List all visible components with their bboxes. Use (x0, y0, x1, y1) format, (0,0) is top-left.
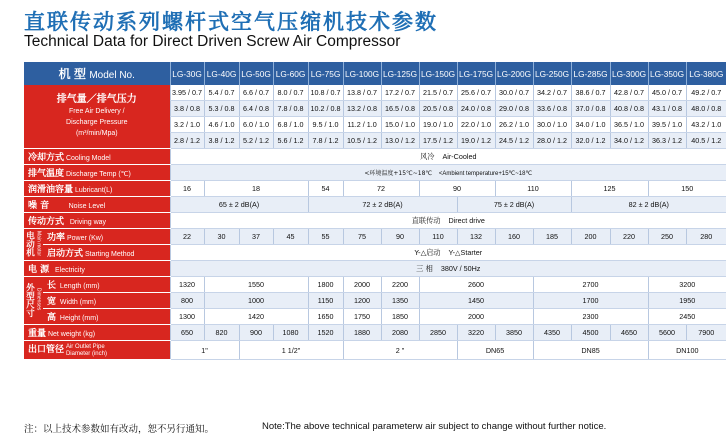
outlet-row (24, 341, 726, 360)
noise-cell: 75 ± 2 dB(A) (457, 197, 571, 213)
length-label: 长 Length (mm) (43, 277, 170, 293)
page-title-cn: 直联传动系列螺杆式空气压缩机技术参数 (24, 10, 438, 34)
lubricant-cell: 18 (204, 181, 308, 197)
weight-cell: 2850 (419, 325, 457, 341)
power-cell: 75 (343, 229, 381, 245)
delivery-cell: 3.8 / 1.2 (204, 133, 239, 149)
delivery-cell: 28.0 / 1.2 (533, 133, 571, 149)
delivery-cell: 6.4 / 0.8 (239, 101, 273, 117)
power-cell: 220 (610, 229, 648, 245)
model-cell: LG-125G (381, 62, 419, 85)
width-cell: 1700 (533, 293, 648, 309)
lubricant-label: 润滑油容量 Lubricant(L) (24, 181, 170, 197)
lubricant-cell: 150 (648, 181, 726, 197)
weight-cell: 1080 (273, 325, 308, 341)
model-cell: LG-250G (533, 62, 571, 85)
model-label: 机 型 Model No. (24, 62, 170, 85)
weight-cell: 650 (170, 325, 204, 341)
delivery-cell: 10.5 / 1.2 (343, 133, 381, 149)
power-cell: 110 (419, 229, 457, 245)
delivery-cell: 37.0 / 0.8 (571, 101, 610, 117)
delivery-cell: 4.6 / 1.0 (204, 117, 239, 133)
delivery-cell: 20.5 / 0.8 (419, 101, 457, 117)
length-cell: 2000 (343, 277, 381, 293)
cooling-label: 冷却方式 Cooling Model (24, 149, 170, 165)
power-cell: 55 (308, 229, 343, 245)
model-cell: LG-380G (686, 62, 726, 85)
delivery-cell: 24.0 / 0.8 (457, 101, 495, 117)
weight-label: 重量 Net weight (kg) (24, 325, 170, 341)
motor-power-label: 功率 Power (Kw) (43, 229, 170, 245)
outlet-cell: DN85 (533, 341, 648, 360)
height-cell: 1420 (204, 309, 308, 325)
weight-cell: 1880 (343, 325, 381, 341)
model-cell: LG-100G (343, 62, 381, 85)
page-title-en: Technical Data for Direct Driven Screw Air Compressor (24, 33, 401, 50)
delivery-cell: 21.5 / 0.7 (419, 85, 457, 101)
width-label: 宽 Width (mm) (43, 293, 170, 309)
cooling-value: 风冷 Air-Cooled (170, 149, 726, 165)
delivery-cell: 40.8 / 0.8 (610, 101, 648, 117)
width-cell: 1350 (381, 293, 419, 309)
model-cell: LG-40G (204, 62, 239, 85)
power-cell: 200 (571, 229, 610, 245)
width-cell: 1150 (308, 293, 343, 309)
length-cell: 1800 (308, 277, 343, 293)
spec-table (24, 62, 724, 360)
power-cell: 90 (381, 229, 419, 245)
delivery-cell: 49.2 / 0.7 (686, 85, 726, 101)
delivery-cell: 29.0 / 0.8 (495, 101, 533, 117)
drive-value: 直联传动 Direct drive (170, 213, 726, 229)
weight-cell: 1520 (308, 325, 343, 341)
delivery-cell: 34.0 / 1.2 (610, 133, 648, 149)
width-cell: 1000 (204, 293, 308, 309)
delivery-cell: 43.1 / 0.8 (648, 101, 686, 117)
noise-cell: 72 ± 2 dB(A) (308, 197, 457, 213)
noise-row (24, 197, 726, 213)
height-cell: 2000 (419, 309, 533, 325)
delivery-cell: 24.5 / 1.2 (495, 133, 533, 149)
delivery-cell: 22.0 / 1.0 (457, 117, 495, 133)
model-cell: LG-75G (308, 62, 343, 85)
delivery-cell: 6.0 / 1.0 (239, 117, 273, 133)
power-cell: 30 (204, 229, 239, 245)
model-cell: LG-300G (610, 62, 648, 85)
delivery-cell: 30.0 / 0.7 (495, 85, 533, 101)
height-cell: 1850 (381, 309, 419, 325)
outlet-cell: DN65 (457, 341, 533, 360)
note-en: Note:The above technical parameterw air subject to change without further notice. (262, 421, 607, 432)
model-cell: LG-150G (419, 62, 457, 85)
delivery-cell: 5.2 / 1.2 (239, 133, 273, 149)
delivery-cell: 7.8 / 0.8 (273, 101, 308, 117)
delivery-cell: 43.2 / 1.0 (686, 117, 726, 133)
delivery-cell: 26.2 / 1.0 (495, 117, 533, 133)
width-cell: 1450 (419, 293, 533, 309)
power-cell: 132 (457, 229, 495, 245)
lubricant-cell: 110 (495, 181, 571, 197)
power-cell: 280 (686, 229, 726, 245)
delivery-cell: 10.2 / 0.8 (308, 101, 343, 117)
lubricant-cell: 90 (419, 181, 495, 197)
delivery-cell: 48.0 / 0.8 (686, 101, 726, 117)
delivery-cell: 38.6 / 0.7 (571, 85, 610, 101)
delivery-cell: 34.2 / 0.7 (533, 85, 571, 101)
outlet-cell: 1 1/2" (239, 341, 343, 360)
motor-power-row (24, 229, 726, 245)
delivery-cell: 6.6 / 0.7 (239, 85, 273, 101)
delivery-cell: 45.0 / 0.7 (648, 85, 686, 101)
delivery-cell: 10.8 / 0.7 (308, 85, 343, 101)
temp-label: 排气温度 Discharge Temp (℃) (24, 165, 170, 181)
noise-cell: 82 ± 2 dB(A) (571, 197, 726, 213)
model-cell: LG-285G (571, 62, 610, 85)
delivery-cell: 3.2 / 1.0 (170, 117, 204, 133)
power-cell: 45 (273, 229, 308, 245)
outlet-label: 出口管径 Air Outlet Pipe Diameter (inch) (24, 341, 170, 360)
delivery-cell: 36.3 / 1.2 (648, 133, 686, 149)
cooling-row (24, 149, 726, 165)
weight-cell: 5600 (648, 325, 686, 341)
weight-cell: 3220 (457, 325, 495, 341)
noise-cell: 65 ± 2 dB(A) (170, 197, 308, 213)
height-row (24, 309, 726, 325)
height-cell: 1750 (343, 309, 381, 325)
lubricant-cell: 125 (571, 181, 648, 197)
model-cell: LG-50G (239, 62, 273, 85)
delivery-label: 排气量／排气压力 Free Air Delivery / Discharge Pressure (m³/min/Mpa) (24, 85, 170, 149)
outlet-cell: DN100 (648, 341, 726, 360)
delivery-cell: 5.6 / 1.2 (273, 133, 308, 149)
weight-cell: 7900 (686, 325, 726, 341)
power-cell: 37 (239, 229, 273, 245)
height-cell: 2300 (533, 309, 648, 325)
delivery-cell: 32.0 / 1.2 (571, 133, 610, 149)
outlet-cell: 2 " (343, 341, 457, 360)
delivery-cell: 19.0 / 1.0 (419, 117, 457, 133)
delivery-cell: 8.0 / 0.7 (273, 85, 308, 101)
weight-cell: 4650 (610, 325, 648, 341)
delivery-cell: 17.2 / 0.7 (381, 85, 419, 101)
weight-cell: 2080 (381, 325, 419, 341)
height-label: 高 Height (mm) (43, 309, 170, 325)
lubricant-cell: 54 (308, 181, 343, 197)
delivery-cell: 7.8 / 1.2 (308, 133, 343, 149)
electricity-label: 电 源 Electricity (24, 261, 170, 277)
delivery-cell: 5.4 / 0.7 (204, 85, 239, 101)
width-cell: 1950 (648, 293, 726, 309)
electricity-row (24, 261, 726, 277)
delivery-cell: 6.8 / 1.0 (273, 117, 308, 133)
delivery-cell: 34.0 / 1.0 (571, 117, 610, 133)
outlet-cell: 1" (170, 341, 239, 360)
model-cell: LG-350G (648, 62, 686, 85)
note-cn: 注：以上技术参数如有改动，恕不另行通知。 (24, 424, 215, 435)
delivery-cell: 3.8 / 0.8 (170, 101, 204, 117)
height-cell: 2450 (648, 309, 726, 325)
length-cell: 2600 (419, 277, 533, 293)
delivery-cell: 39.5 / 1.0 (648, 117, 686, 133)
height-cell: 1300 (170, 309, 204, 325)
delivery-cell: 19.0 / 1.2 (457, 133, 495, 149)
delivery-cell: 13.2 / 0.8 (343, 101, 381, 117)
start-value: Y-△启动 Y-△Starter (170, 245, 726, 261)
width-row (24, 293, 726, 309)
length-cell: 3200 (648, 277, 726, 293)
delivery-cell: 5.3 / 0.8 (204, 101, 239, 117)
temp-row (24, 165, 726, 181)
model-cell: LG-200G (495, 62, 533, 85)
noise-label: 噪 音 Noise Level (24, 197, 170, 213)
header-row (24, 62, 726, 85)
delivery-cell: 30.0 / 1.0 (533, 117, 571, 133)
length-cell: 2700 (533, 277, 648, 293)
power-cell: 250 (648, 229, 686, 245)
lubricant-cell: 16 (170, 181, 204, 197)
model-cell: LG-175G (457, 62, 495, 85)
delivery-cell: 33.6 / 0.8 (533, 101, 571, 117)
motor-group-label: 电动机 Main motor (24, 229, 43, 261)
length-cell: 1550 (204, 277, 308, 293)
model-cell: LG-60G (273, 62, 308, 85)
power-cell: 160 (495, 229, 533, 245)
delivery-cell: 3.95 / 0.7 (170, 85, 204, 101)
lubricant-cell: 72 (343, 181, 419, 197)
width-cell: 800 (170, 293, 204, 309)
delivery-cell: 2.8 / 1.2 (170, 133, 204, 149)
delivery-cell: 36.5 / 1.0 (610, 117, 648, 133)
power-cell: 22 (170, 229, 204, 245)
drive-label: 传动方式 Driving way (24, 213, 170, 229)
delivery-cell: 16.5 / 0.8 (381, 101, 419, 117)
weight-cell: 4500 (571, 325, 610, 341)
delivery-cell: 9.5 / 1.0 (308, 117, 343, 133)
width-cell: 1200 (343, 293, 381, 309)
dimensions-group-label: 外型尺寸 Dimenses (24, 277, 43, 325)
delivery-cell: 17.5 / 1.2 (419, 133, 457, 149)
delivery-row (24, 85, 726, 101)
motor-start-label: 启动方式 Starting Method (43, 245, 170, 261)
delivery-cell: 13.8 / 0.7 (343, 85, 381, 101)
length-cell: 2200 (381, 277, 419, 293)
delivery-cell: 25.6 / 0.7 (457, 85, 495, 101)
electricity-value: 三 相 380V / 50Hz (170, 261, 726, 277)
weight-cell: 4350 (533, 325, 571, 341)
lubricant-row (24, 181, 726, 197)
delivery-cell: 11.2 / 1.0 (343, 117, 381, 133)
delivery-cell: 40.5 / 1.2 (686, 133, 726, 149)
weight-cell: 3850 (495, 325, 533, 341)
length-cell: 1320 (170, 277, 204, 293)
weight-cell: 900 (239, 325, 273, 341)
length-row (24, 277, 726, 293)
motor-start-row (24, 245, 726, 261)
weight-row (24, 325, 726, 341)
delivery-cell: 15.0 / 1.0 (381, 117, 419, 133)
model-cell: LG-30G (170, 62, 204, 85)
height-cell: 1650 (308, 309, 343, 325)
temp-value: <环境温度+15℃~18℃ <Ambient temperature+15℃~18℃ (170, 165, 726, 181)
delivery-cell: 13.0 / 1.2 (381, 133, 419, 149)
drive-row (24, 213, 726, 229)
weight-cell: 820 (204, 325, 239, 341)
power-cell: 185 (533, 229, 571, 245)
delivery-cell: 42.8 / 0.7 (610, 85, 648, 101)
